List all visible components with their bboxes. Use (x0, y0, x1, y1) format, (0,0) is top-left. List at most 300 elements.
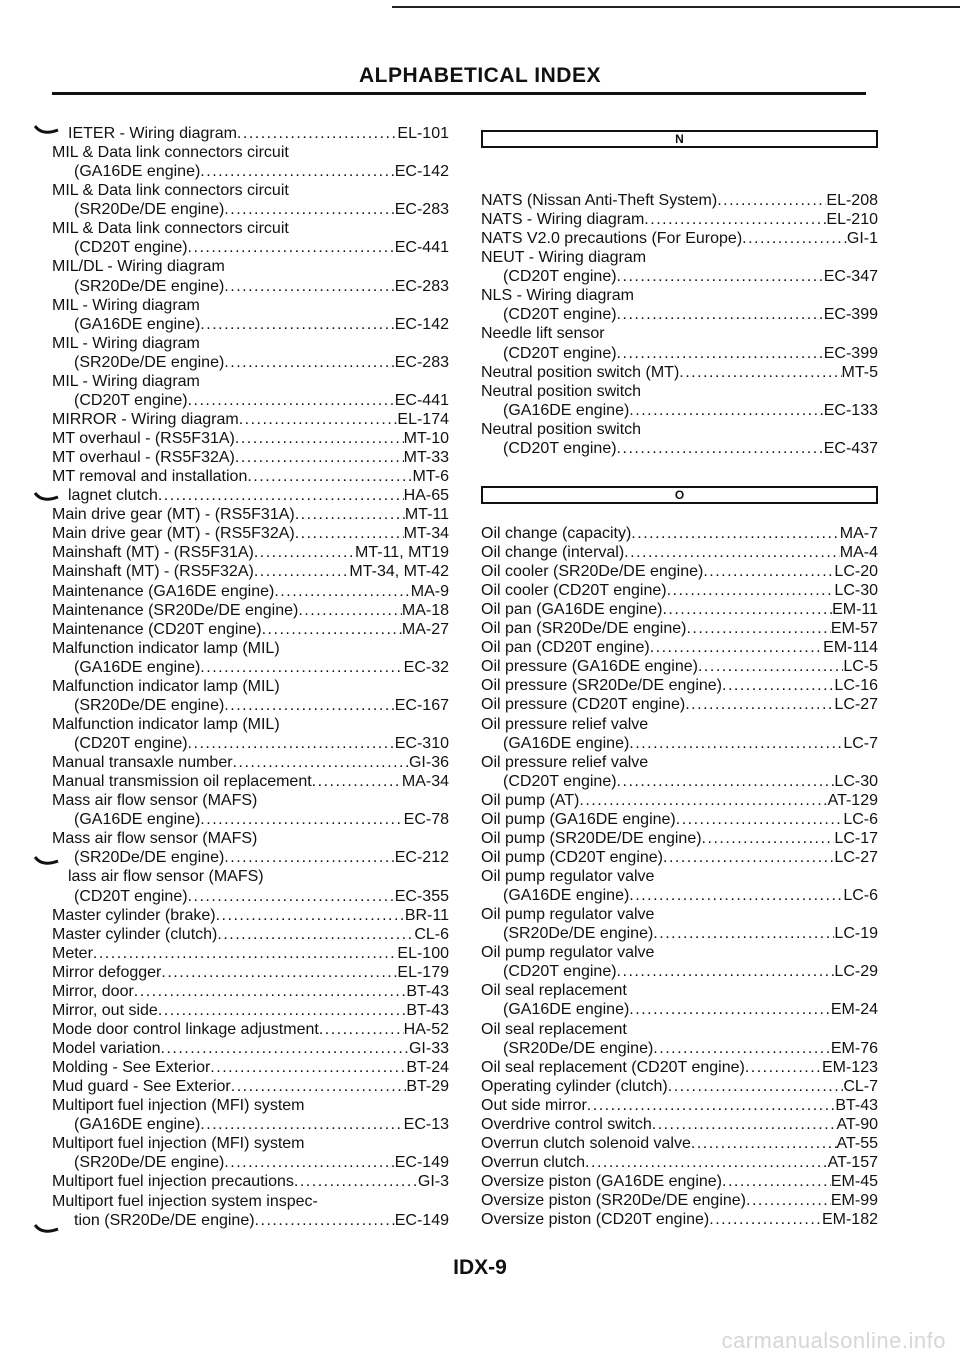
index-entry (52, 1172, 449, 1191)
page-reference: HA-65 (403, 487, 449, 505)
page-reference: GI-33 (408, 1040, 449, 1057)
index-entry (52, 639, 449, 677)
dot-leader (722, 1172, 831, 1191)
index-entry (481, 581, 878, 600)
entry-text: (CD20T engine) (74, 391, 188, 409)
dot-leader (662, 600, 832, 619)
index-entry (481, 981, 878, 1019)
page-reference: MT-10 (403, 430, 449, 447)
dot-leader (676, 810, 844, 829)
index-entry (52, 1058, 449, 1077)
entry-text: Oil pressure (SR20De/DE engine) (481, 677, 722, 695)
dot-leader (200, 810, 403, 829)
dot-leader (254, 562, 350, 581)
page-reference: CL-7 (843, 1077, 878, 1095)
index-entry (481, 1153, 878, 1172)
dot-leader (629, 1000, 831, 1019)
entry-text: Meter (52, 944, 93, 962)
entry-text: (CD20T engine) (503, 344, 617, 362)
dot-leader (161, 1039, 409, 1058)
page-reference: EC-441 (394, 391, 449, 409)
dot-leader (235, 448, 404, 467)
dot-leader (188, 734, 395, 753)
index-entry (52, 543, 449, 562)
page-reference: EC-441 (394, 239, 449, 257)
entry-text: Oil pressure relief valve (481, 715, 649, 733)
entry-text: Mirror defogger (52, 963, 162, 981)
entry-text: Oil seal replacement (CD20T engine) (481, 1058, 745, 1076)
dot-leader (295, 524, 404, 543)
entry-text: Overrun clutch solenoid valve (481, 1134, 691, 1152)
entry-text: (GA16DE engine) (74, 315, 201, 333)
index-entry (52, 601, 449, 620)
dot-leader (746, 1191, 831, 1210)
index-entry (481, 810, 878, 829)
dot-leader (629, 886, 843, 905)
dot-leader (210, 1058, 406, 1077)
entry-text: Oil pressure (GA16DE engine) (481, 658, 698, 676)
dot-leader (161, 963, 397, 982)
title-underline (52, 92, 866, 95)
entry-text: (CD20T engine) (503, 439, 617, 457)
entry-text: Oil pump (SR20DE/DE engine) (481, 829, 702, 847)
dot-leader (698, 657, 843, 676)
entry-text: Oil seal replacement (481, 1020, 627, 1038)
dot-leader (653, 924, 834, 943)
entry-text: (SR20De/DE engine) (74, 1154, 225, 1172)
index-entry (481, 1134, 878, 1153)
section-header-o: O (481, 486, 878, 504)
entry-text: (SR20De/DE engine) (74, 353, 225, 371)
dot-leader (703, 562, 834, 581)
index-entry (52, 1001, 449, 1020)
index-entry (481, 286, 878, 324)
dot-leader (652, 1115, 837, 1134)
page-reference: EC-437 (823, 439, 878, 457)
entry-text: Oil pan (CD20T engine) (481, 639, 650, 657)
index-entry (481, 324, 878, 362)
index-entry (481, 1115, 878, 1134)
dot-leader (585, 1153, 828, 1172)
index-entry (481, 638, 878, 657)
entry-text: Overrun clutch (481, 1153, 586, 1171)
page-reference: AT-55 (836, 1134, 878, 1152)
page-reference: EL-174 (397, 410, 449, 428)
page-title: ALPHABETICAL INDEX (359, 64, 601, 87)
page-reference: LC-27 (834, 696, 878, 714)
entry-text: Overdrive control switch (481, 1115, 652, 1133)
page-reference: EM-123 (821, 1058, 878, 1076)
page-reference: LC-30 (834, 582, 878, 600)
dot-leader (237, 124, 397, 143)
page-reference: EC-399 (823, 344, 878, 362)
page-reference: LC-27 (834, 848, 878, 866)
index-entry (481, 1020, 878, 1058)
index-entry (52, 410, 449, 429)
index-entry (52, 963, 449, 982)
entry-text: Manual transmission oil replacement (52, 773, 312, 791)
index-entry (52, 562, 449, 581)
page-reference: MA-9 (410, 582, 449, 600)
dot-leader (686, 619, 830, 638)
dot-leader (224, 353, 394, 372)
dot-leader (663, 848, 834, 867)
entry-text: (GA16DE engine) (503, 1001, 630, 1019)
entry-text: (GA16DE engine) (74, 658, 201, 676)
page-reference: LC-17 (834, 829, 878, 847)
entry-text: (GA16DE engine) (74, 811, 201, 829)
entry-text: Mass air flow sensor (MAFS) (52, 792, 258, 810)
dot-leader (617, 344, 824, 363)
entry-text: MIL & Data link connectors circuit (52, 182, 289, 200)
entry-text: Oil pump (AT) (481, 791, 580, 809)
index-entry (52, 867, 449, 905)
entry-text: Oil pan (GA16DE engine) (481, 601, 663, 619)
index-entry (52, 486, 449, 505)
dot-leader (679, 363, 841, 382)
top-edge-rule (392, 6, 960, 8)
entry-text: Oversize piston (CD20T engine) (481, 1211, 710, 1229)
page-reference: BT-24 (406, 1059, 449, 1077)
entry-text: (SR20De/DE engine) (74, 696, 225, 714)
entry-text: Maintenance (SR20De/DE engine) (52, 601, 299, 619)
page-reference: EL-101 (397, 125, 449, 142)
dot-leader (617, 772, 835, 791)
index-entry (52, 620, 449, 639)
page-reference: LC-6 (843, 810, 878, 828)
index-entry (52, 296, 449, 334)
page-reference: MA-27 (401, 620, 449, 638)
dot-leader (624, 543, 840, 562)
page-reference: EC-142 (394, 163, 449, 181)
dot-leader (617, 267, 824, 286)
watermark-text: carmanualsonline.info (721, 1328, 946, 1353)
index-entry (481, 248, 878, 286)
page-reference: EM-76 (830, 1039, 878, 1057)
index-entry (52, 582, 449, 601)
index-entry (481, 543, 878, 562)
entry-text: Model variation (52, 1040, 161, 1057)
index-entry (481, 562, 878, 581)
index-entry (481, 420, 878, 458)
entry-text: (CD20T engine) (74, 239, 188, 257)
dot-leader (188, 391, 395, 410)
index-entry (52, 1077, 449, 1096)
index-entry (52, 925, 449, 944)
dot-leader (254, 543, 355, 562)
entry-text: MIL - Wiring diagram (52, 334, 200, 352)
index-entry (481, 191, 878, 210)
index-entry (481, 1077, 878, 1096)
section-o-entries (481, 524, 878, 1229)
entry-text: Oil pan (SR20De/DE engine) (481, 620, 687, 638)
dot-leader (93, 944, 398, 963)
dot-leader (685, 695, 834, 714)
entry-text: tion (SR20De/DE engine) (74, 1211, 255, 1229)
page-reference: MA-34 (401, 773, 449, 791)
entry-text: (SR20De/DE engine) (74, 201, 225, 219)
entry-text: Mud guard - See Exterior (52, 1078, 231, 1096)
dot-leader (224, 848, 394, 867)
page-reference: MT-11 (404, 506, 449, 524)
entry-text: Oil change (interval) (481, 543, 625, 561)
entry-text: MIL & Data link connectors circuit (52, 220, 289, 238)
dot-leader (579, 791, 827, 810)
page-reference: BT-29 (406, 1078, 449, 1096)
dot-leader (224, 200, 394, 219)
dot-leader (231, 1077, 407, 1096)
entry-text: IETER - Wiring diagram (52, 125, 237, 142)
page-reference: EC-355 (394, 887, 449, 905)
entry-text: (CD20T engine) (503, 268, 617, 286)
index-entry (52, 257, 449, 295)
section-header-n: N (481, 130, 878, 148)
entry-text: Master cylinder (brake) (52, 906, 216, 924)
index-entry (481, 695, 878, 714)
index-entry (52, 1020, 449, 1039)
page-reference: EC-283 (394, 201, 449, 219)
index-entry (481, 715, 878, 753)
binding-tick-mark-icon (34, 491, 60, 503)
index-entry (481, 753, 878, 791)
index-entry (481, 619, 878, 638)
binding-tick-mark-icon (34, 855, 60, 867)
entry-text: (SR20De/DE engine) (74, 849, 225, 867)
index-entry (52, 429, 449, 448)
index-entry (52, 1096, 449, 1134)
index-entry (481, 1058, 878, 1077)
entry-text: Neutral position switch (481, 420, 642, 438)
page-reference: MA-4 (839, 543, 878, 561)
index-column-left (52, 124, 449, 1230)
entry-text: NEUT - Wiring diagram (481, 249, 647, 267)
page-reference: LC-7 (843, 734, 878, 752)
entry-text: NATS (Nissan Anti-Theft System) (481, 192, 718, 209)
entry-text: (CD20T engine) (74, 887, 188, 905)
entry-text: Malfunction indicator lamp (MIL) (52, 715, 280, 733)
index-entry (52, 906, 449, 925)
entry-text: Mirror, out side (52, 1001, 158, 1019)
page-reference: BT-43 (406, 982, 449, 1000)
dot-leader (298, 601, 402, 620)
index-entry (481, 382, 878, 420)
entry-text: Oil pressure relief valve (481, 753, 649, 771)
page-reference: GI-36 (408, 754, 449, 772)
page-reference: EC-310 (394, 735, 449, 752)
index-entry (481, 1210, 878, 1229)
page-reference: EC-32 (403, 658, 449, 676)
index-entry (52, 524, 449, 543)
entry-text: Multiport fuel injection (MFI) system (52, 1097, 305, 1115)
index-entry (481, 1096, 878, 1115)
entry-text: Neutral position switch (481, 382, 642, 400)
entry-text: MT removal and installation (52, 468, 248, 486)
entry-text: Main drive gear (MT) - (RS5F32A) (52, 525, 295, 543)
entry-text: Oversize piston (GA16DE engine) (481, 1173, 722, 1190)
dot-leader (247, 467, 412, 486)
dot-leader (742, 229, 847, 248)
page-reference: CL-6 (414, 925, 449, 943)
entry-text: Manual transaxle number (52, 754, 233, 772)
dot-leader (200, 162, 394, 181)
dot-leader (319, 1020, 404, 1039)
binding-tick-mark-icon (34, 124, 60, 136)
page-reference: MT-5 (841, 363, 878, 381)
entry-text: Maintenance (GA16DE engine) (52, 582, 275, 600)
dot-leader (745, 1058, 822, 1077)
page-reference: LC-29 (834, 963, 878, 981)
entry-text: lass air flow sensor (MAFS) (52, 868, 264, 886)
entry-text: (GA16DE engine) (503, 734, 630, 752)
entry-text: Out side mirror (481, 1096, 587, 1114)
dot-leader (134, 982, 407, 1001)
dot-leader (587, 1096, 836, 1115)
dot-leader (667, 581, 835, 600)
dot-leader (255, 1211, 395, 1230)
dot-leader (224, 277, 394, 296)
dot-leader (262, 620, 402, 639)
page-reference: EL-210 (826, 211, 878, 229)
entry-text: Oil pressure (CD20T engine) (481, 696, 686, 714)
dot-leader (200, 658, 403, 677)
index-entry (52, 772, 449, 791)
entry-text: Mainshaft (MT) - (RS5F32A) (52, 563, 254, 581)
entry-text: Malfunction indicator lamp (MIL) (52, 639, 280, 657)
entry-text: MT overhaul - (RS5F32A) (52, 449, 235, 467)
entry-text: (GA16DE engine) (74, 1116, 201, 1134)
entry-text: Malfunction indicator lamp (MIL) (52, 677, 280, 695)
index-entry (52, 1134, 449, 1172)
entry-text: Oil change (capacity) (481, 524, 632, 542)
page-reference: EM-57 (830, 620, 878, 638)
entry-text: NLS - Wiring diagram (481, 287, 634, 305)
entry-text: (GA16DE engine) (503, 887, 630, 905)
dot-leader (650, 638, 823, 657)
page-reference: AT-90 (836, 1115, 878, 1133)
entry-text: Mirror, door (52, 982, 134, 1000)
dot-leader (188, 238, 395, 257)
index-entry (481, 791, 878, 810)
page-reference: EC-212 (394, 849, 449, 867)
entry-text: (CD20T engine) (74, 735, 188, 752)
dot-leader (702, 829, 835, 848)
entry-text: Mainshaft (MT) - (RS5F31A) (52, 544, 254, 562)
entry-text: Neutral position switch (MT) (481, 363, 680, 381)
page-reference: MT-34, MT-42 (349, 563, 449, 581)
index-entry (52, 505, 449, 524)
page-reference: GI-3 (417, 1173, 449, 1191)
index-entry (52, 372, 449, 410)
page-reference: MT-33 (403, 449, 449, 467)
entry-text: Oil pump (CD20T engine) (481, 848, 664, 866)
entry-text: MIL/DL - Wiring diagram (52, 258, 225, 276)
page-number: IDX-9 (453, 1256, 507, 1279)
entry-text: Oil pump regulator valve (481, 906, 655, 924)
dot-leader (312, 772, 402, 791)
page-reference: EC-78 (403, 811, 449, 829)
page-reference: BT-43 (835, 1096, 878, 1114)
index-column-right (481, 130, 878, 1229)
page-reference: HA-52 (403, 1020, 449, 1038)
page-reference: GI-1 (846, 230, 878, 248)
index-entry (481, 943, 878, 981)
entry-text: Multiport fuel injection precautions (52, 1173, 294, 1191)
dot-leader (631, 524, 839, 543)
index-entry (481, 1191, 878, 1210)
page-reference: EL-208 (826, 192, 878, 209)
binding-tick-mark-icon (34, 1223, 60, 1235)
entry-text: Multiport fuel injection (MFI) system (52, 1135, 305, 1153)
index-entry (52, 944, 449, 963)
dot-leader (233, 753, 409, 772)
dot-leader (617, 439, 824, 458)
entry-text: Oil pump regulator valve (481, 868, 655, 885)
index-entry (52, 1039, 449, 1058)
dot-leader (709, 1210, 822, 1229)
index-entry (481, 363, 878, 382)
index-entry (52, 982, 449, 1001)
index-entry (481, 1172, 878, 1191)
dot-leader (216, 906, 405, 925)
entry-text: Main drive gear (MT) - (RS5F31A) (52, 506, 295, 524)
index-entry (52, 677, 449, 715)
page-reference: EL-179 (397, 963, 449, 981)
entry-text: MIL - Wiring diagram (52, 296, 200, 314)
page-reference: EM-99 (830, 1192, 878, 1210)
index-entry (481, 905, 878, 943)
entry-text: (GA16DE engine) (503, 401, 630, 419)
page-reference: MA-18 (401, 601, 449, 619)
entry-text: Oversize piston (SR20De/DE engine) (481, 1192, 747, 1210)
dot-leader (158, 1001, 407, 1020)
page-reference: EC-149 (394, 1211, 449, 1229)
index-entry (52, 124, 449, 143)
page-reference: EC-283 (394, 353, 449, 371)
page-reference: AT-129 (827, 791, 878, 809)
dot-leader (158, 486, 404, 505)
dot-leader (644, 210, 826, 229)
index-entry (52, 467, 449, 486)
page-reference: EC-13 (403, 1116, 449, 1134)
index-entry (52, 448, 449, 467)
index-entry (481, 600, 878, 619)
index-entry (52, 715, 449, 753)
page-reference: EC-149 (394, 1154, 449, 1172)
index-entry (481, 867, 878, 905)
page-reference: LC-6 (843, 887, 878, 905)
entry-text: Mass air flow sensor (MAFS) (52, 830, 258, 848)
page-reference: EC-167 (394, 696, 449, 714)
entry-text: lagnet clutch (52, 487, 158, 505)
entry-text: MIL - Wiring diagram (52, 372, 200, 390)
dot-leader (668, 1077, 844, 1096)
page-reference: LC-19 (834, 925, 878, 943)
entry-text: Multiport fuel injection system inspec- (52, 1192, 318, 1210)
index-entry (481, 229, 878, 248)
dot-leader (653, 1039, 831, 1058)
entry-text: Operating cylinder (clutch) (481, 1077, 668, 1095)
index-entry (52, 219, 449, 257)
dot-leader (239, 410, 398, 429)
page-reference: LC-5 (843, 658, 878, 676)
page-reference: LC-30 (834, 772, 878, 790)
entry-text: Oil pump regulator valve (481, 944, 655, 962)
entry-text: NATS V2.0 precautions (For Europe) (481, 230, 743, 248)
index-entry (52, 1192, 449, 1230)
page-reference: EM-11 (832, 601, 878, 619)
entry-text: Molding - See Exterior (52, 1059, 211, 1077)
dot-leader (294, 1172, 418, 1191)
